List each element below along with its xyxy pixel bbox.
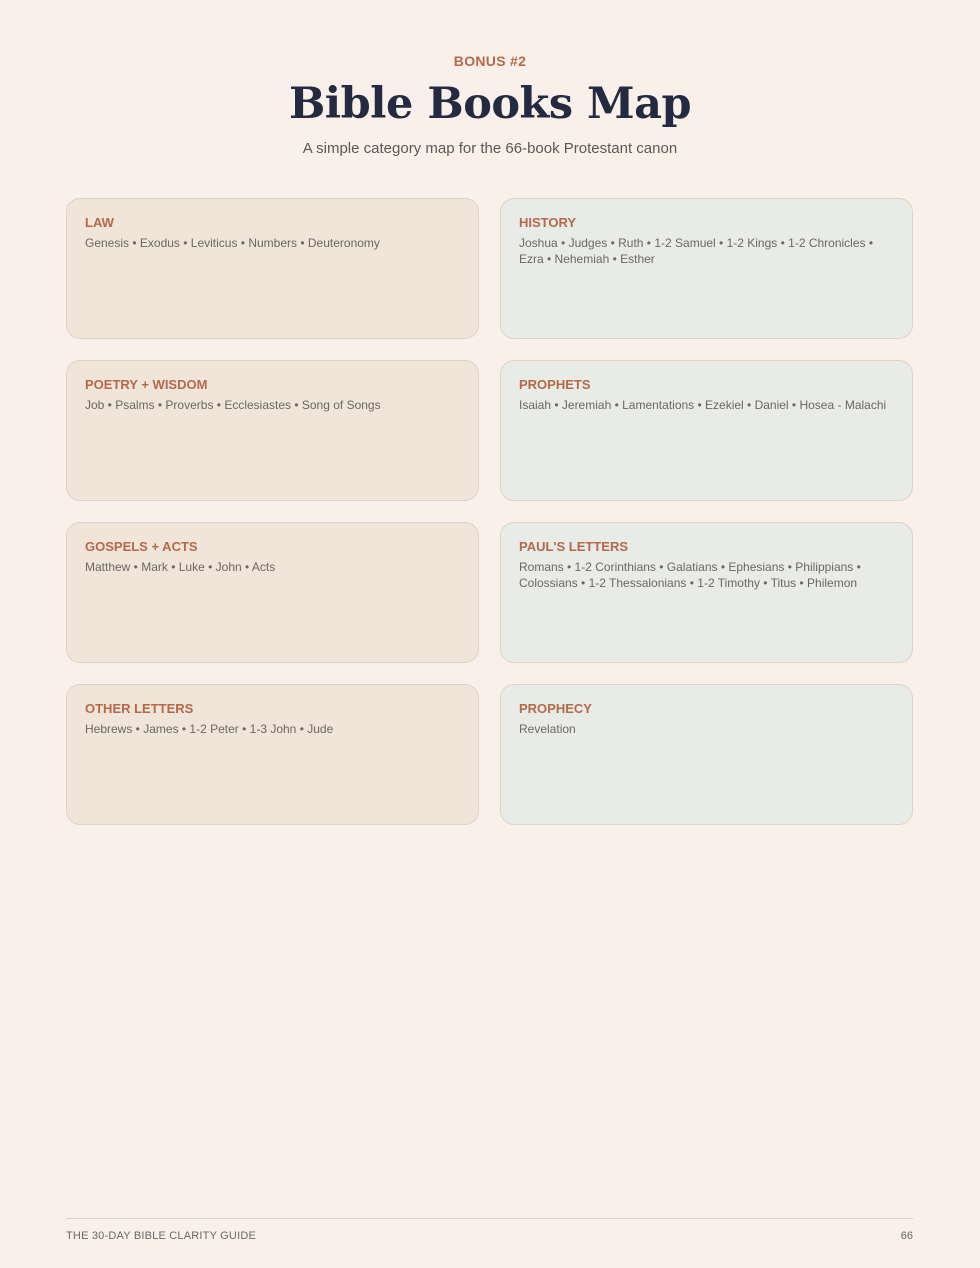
category-title: PAUL'S LETTERS <box>519 539 629 554</box>
category-card-history <box>500 198 913 339</box>
category-card-law <box>66 198 479 339</box>
category-card-prophets <box>500 360 913 501</box>
category-title: LAW <box>85 215 114 230</box>
category-books: Genesis • Exodus • Leviticus • Numbers • Deuteronomy <box>85 236 380 250</box>
category-title: GOSPELS + ACTS <box>85 539 198 554</box>
category-title: PROPHETS <box>519 377 591 392</box>
category-books: Isaiah • Jeremiah • Lamentations • Ezekiel • Daniel • Hosea - Malachi <box>519 398 887 412</box>
page-subtitle: A simple category map for the 66-book Protestant canon <box>302 140 678 157</box>
category-title: OTHER LETTERS <box>85 701 194 716</box>
category-card-other-letters <box>66 684 479 825</box>
category-title: POETRY + WISDOM <box>85 377 208 392</box>
page-title: Bible Books Map <box>288 79 692 129</box>
footer-divider <box>66 1218 913 1219</box>
category-books: Romans • 1-2 Corinthians • Galatians • Ephesians • Philippians • Colossians • 1-2 Thessalonians • 1-2 Timothy • Titus • Philemon <box>519 560 861 590</box>
category-card-poetry-wisdom <box>66 360 479 501</box>
category-card-pauls-letters <box>500 522 913 663</box>
category-card-gospels-acts <box>66 522 479 663</box>
category-title: PROPHECY <box>519 701 592 716</box>
category-title: HISTORY <box>519 215 577 230</box>
category-books: Matthew • Mark • Luke • John • Acts <box>85 560 276 574</box>
bonus-label: BONUS #2 <box>453 53 527 69</box>
category-card-prophecy <box>500 684 913 825</box>
category-books: Job • Psalms • Proverbs • Ecclesiastes • Song of Songs <box>85 398 381 412</box>
category-books: Revelation <box>519 722 576 736</box>
category-grid <box>66 198 913 825</box>
category-books: Joshua • Judges • Ruth • 1-2 Samuel • 1-2 Kings • 1-2 Chronicles • Ezra • Nehemiah • Esther <box>519 236 874 266</box>
category-books: Hebrews • James • 1-2 Peter • 1-3 John • Jude <box>85 722 334 736</box>
footer-guide-name: THE 30-DAY BIBLE CLARITY GUIDE <box>66 1230 257 1242</box>
page-number: 66 <box>900 1230 913 1242</box>
